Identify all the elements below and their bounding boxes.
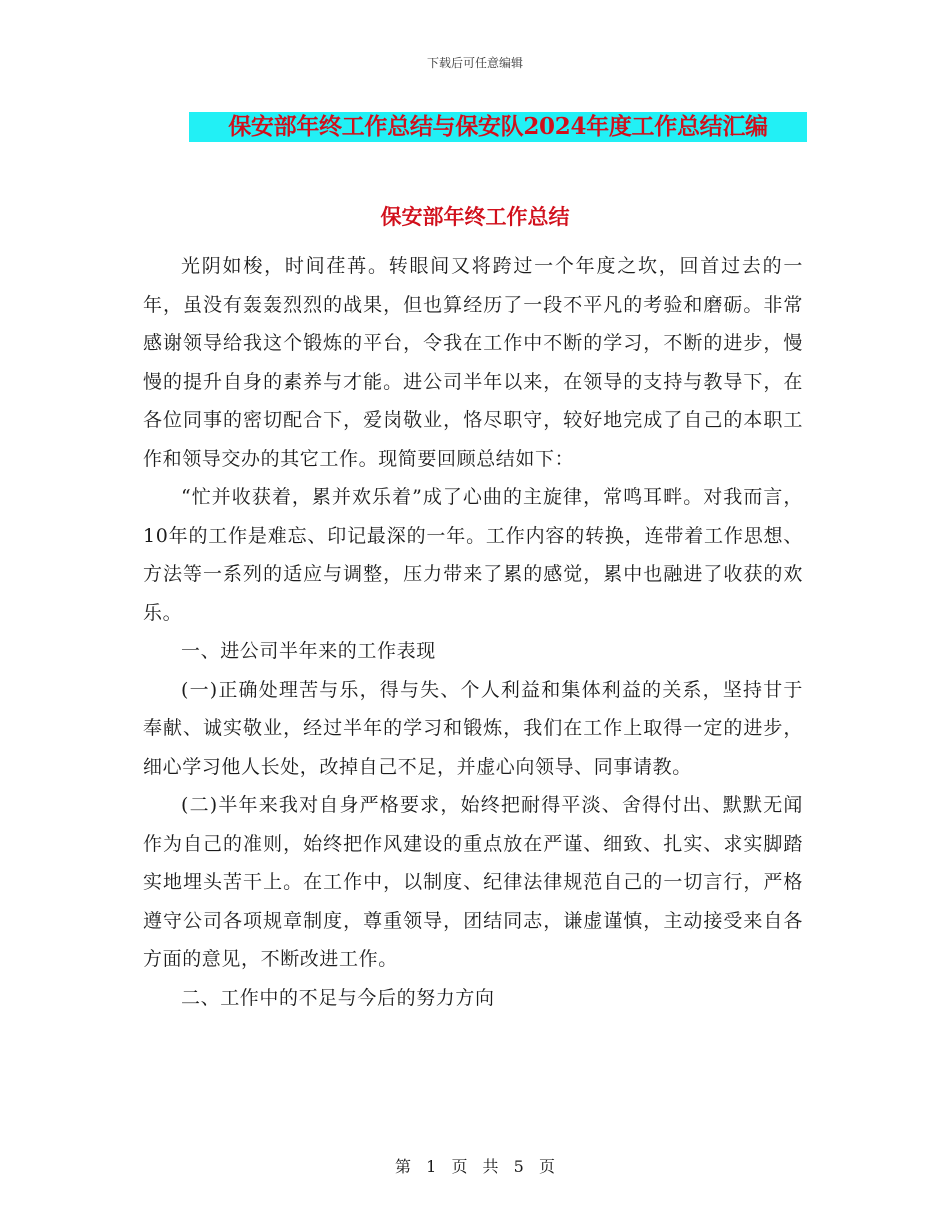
header-note: 下载后可任意编辑 [426,56,523,70]
document-body [143,247,803,1017]
section-title: 保安部年终工作总结 [380,204,570,229]
document-title: 保安部年终工作总结与保安队2024年度工作总结汇编 [189,112,807,142]
paragraph-motto: “忙并收获着，累并欢乐着”成了心曲的主旋律，常鸣耳畔。对我而言，10年的工作是难忘、印记最深的一年。工作内容的转换，连带着工作思想、方法等一系列的适应与调整，压力带来了累的感觉，累中也融进了收获的欢乐。 [143,486,803,624]
footer-page-number: 1 [426,1157,437,1176]
paragraph-intro: 光阴如梭，时间荏苒。转眼间又将跨过一个年度之坎，回首过去的一年，虽没有轰轰烈烈的战果，但也算经历了一段不平凡的考验和磨砺。非常感谢领导给我这个锻炼的平台，令我在工作中不断的学习，不断的进步，慢慢的提升自身的素养与才能。进公司半年以来，在领导的支持与教导下，在各位同事的密切配合下，爱岗敬业，恪尽职守，较好地完成了自己的本职工作和领导交办的其它工作。现简要回顾总结如下： [143,255,803,470]
footer-page-unit: 页 [451,1157,468,1176]
page-footer [0,1154,950,1177]
heading-work-performance: 一、进公司半年来的工作表现 [181,640,436,662]
heading-shortcomings: 二、工作中的不足与今后的努力方向 [181,986,495,1009]
footer-total-prefix: 共 [482,1157,499,1176]
footer-prefix: 第 [395,1157,412,1176]
footer-total-pages: 5 [513,1157,524,1176]
paragraph-point-2: (二)半年来我对自身严格要求，始终把耐得平淡、舍得付出、默默无闻作为自己的准则，始终把作风建设的重点放在严谨、细致、扎实、求实脚踏实地埋头苦干上。在工作中，以制度、纪律法律规范自己的一切言行，严格遵守公司各项规章制度，尊重领导，团结同志，谦虚谨慎，主动接受来自各方面的意见，不断改进工作。 [143,794,803,970]
footer-total-unit: 页 [538,1157,555,1176]
paragraph-point-1: (一)正确处理苦与乐，得与失、个人利益和集体利益的关系，坚持甘于奉献、诚实敬业，经过半年的学习和锻炼，我们在工作上取得一定的进步，细心学习他人长处，改掉自己不足，并虚心向领导、同事请教。 [143,678,803,778]
